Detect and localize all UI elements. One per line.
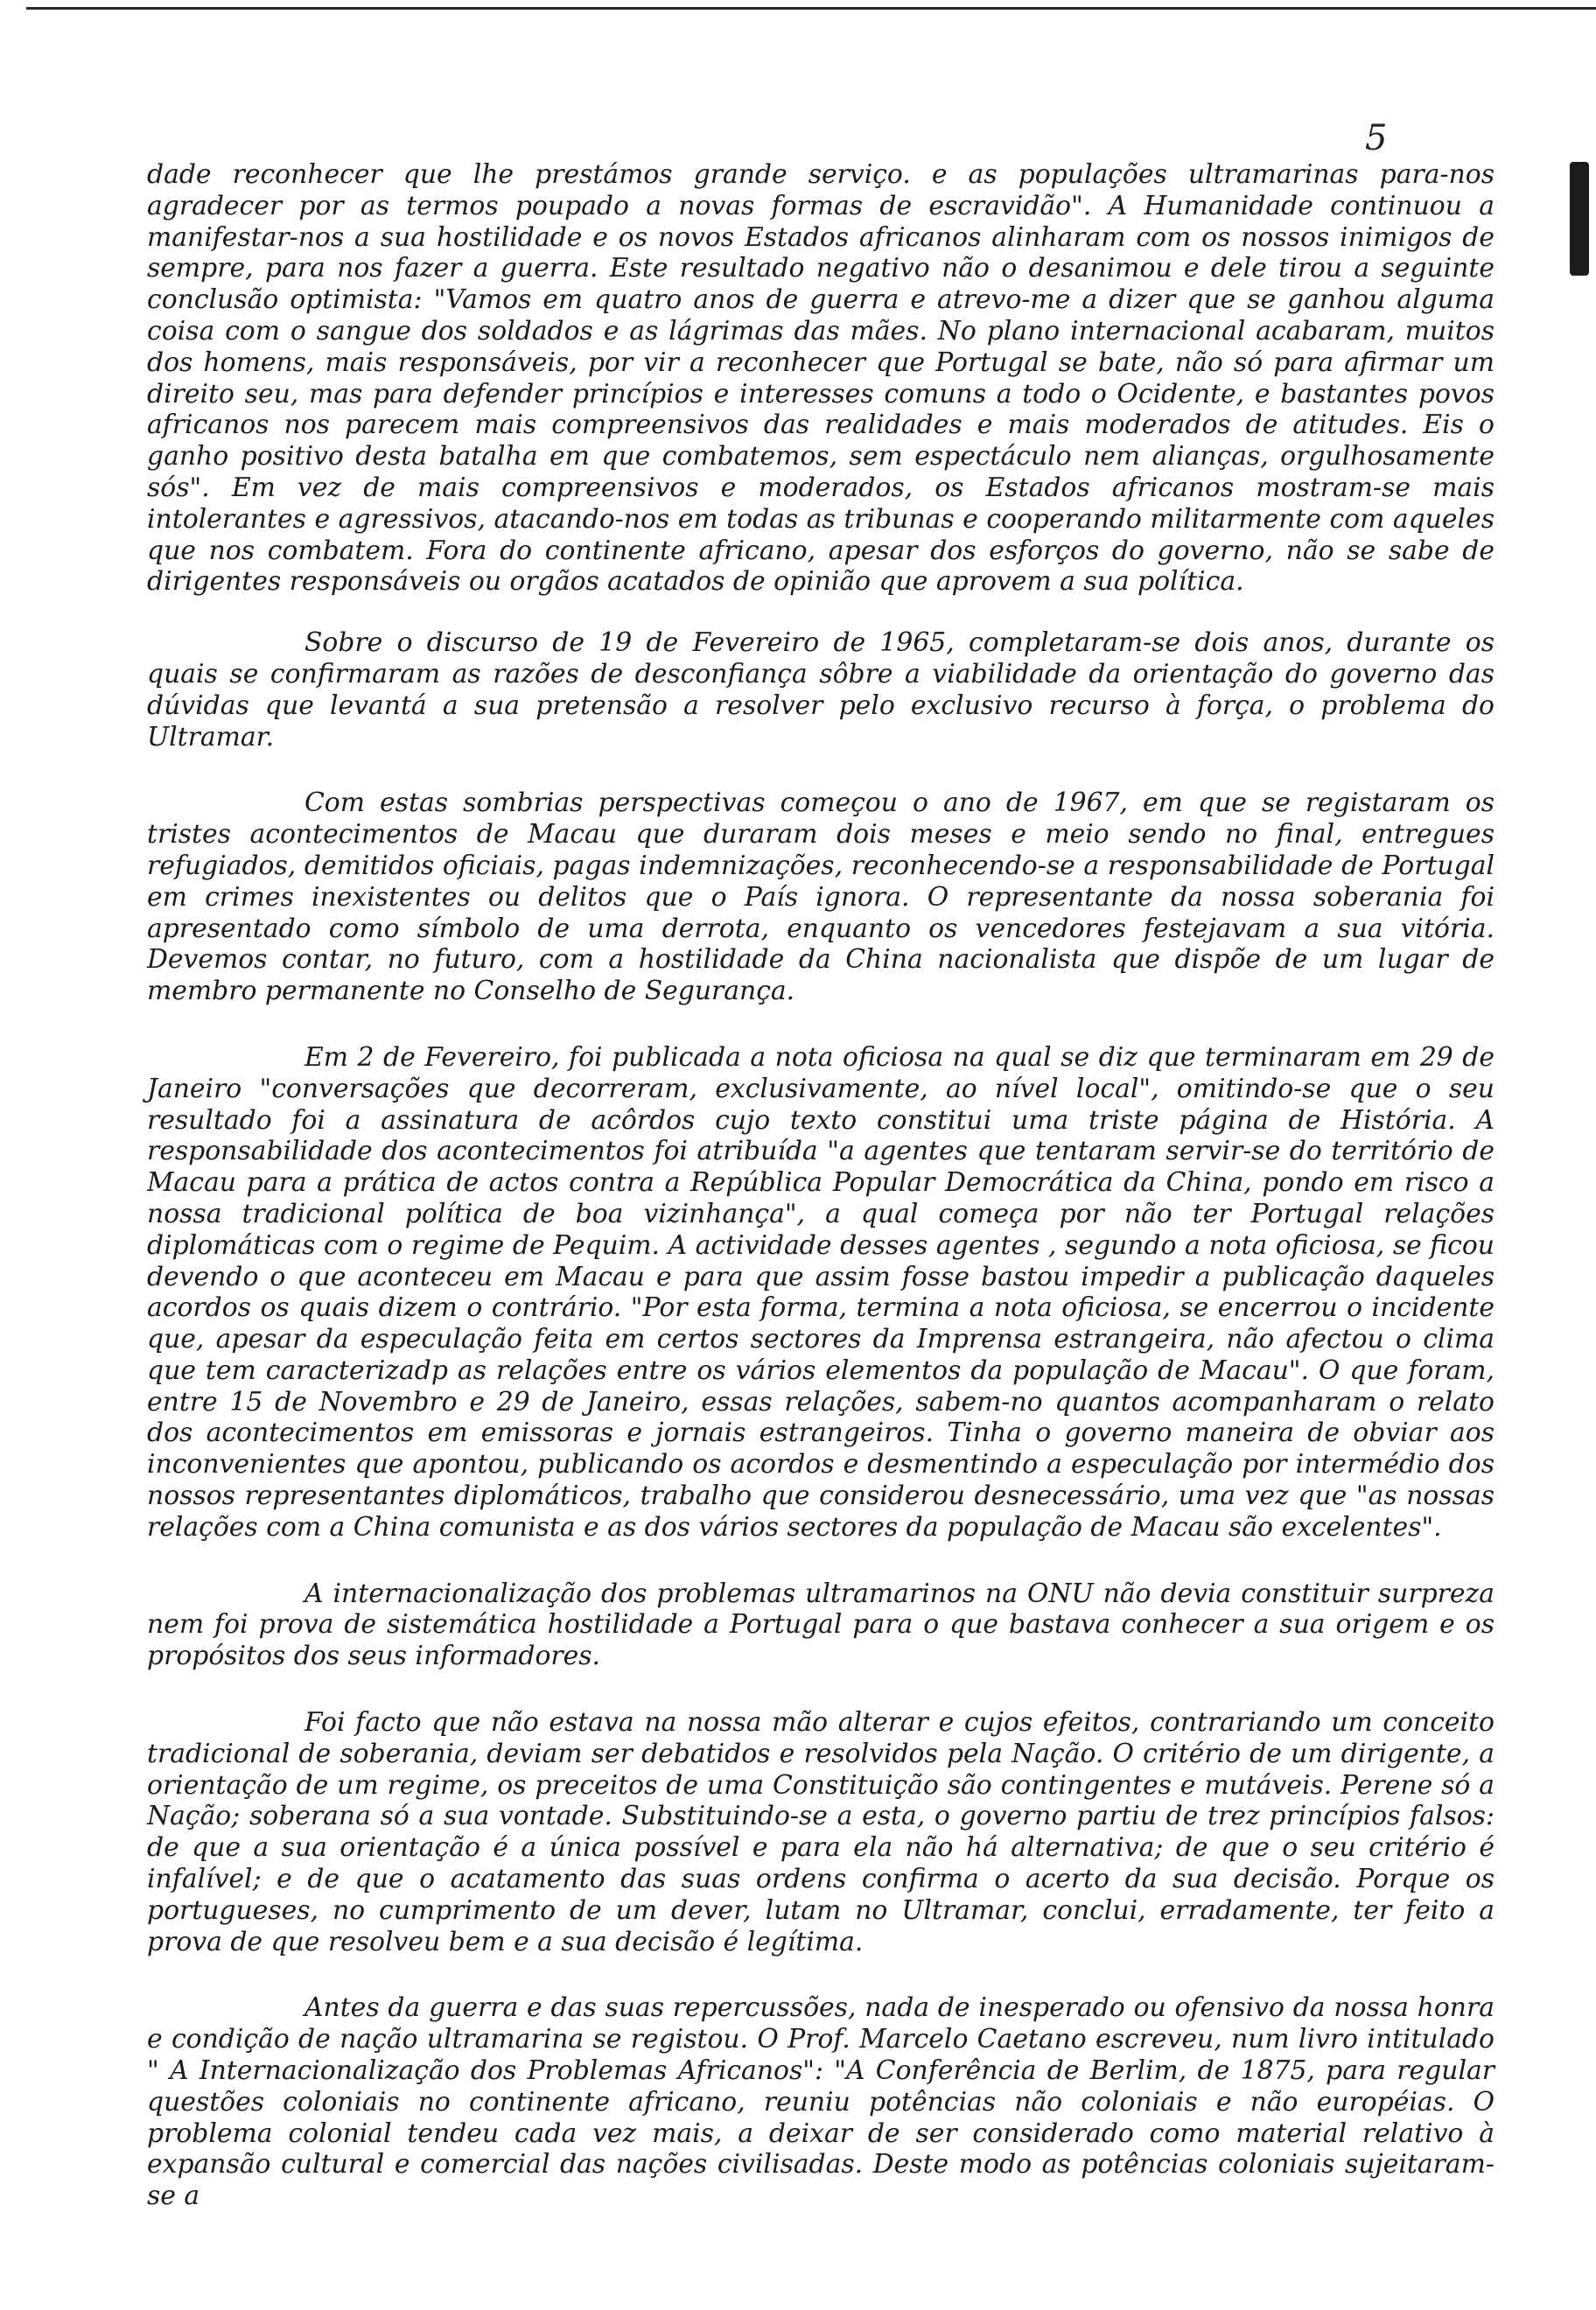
- paragraph-nota-oficiosa: Em 2 de Fevereiro, foi publicada a nota oficiosa na qual se diz que terminaram em 29 de Janeiro "conversações que decorreram, exclusivamente, ao nível local", omitindo-se que o seu resultado foi a assinatura de acôrdos cujo texto constitui uma triste página de História. A responsabilidade dos acontecimentos foi atribuída "a agentes que tentaram servir-se do território de Macau para a prática de actos contra a República Popular Democrática da China, pondo em risco a nossa tradicional política de boa vizinhança", a qual começa por não ter Portugal relações diplomáticas com o regime de Pequim. A actividade desses agentes , segundo a nota oficiosa, se ficou devendo o que aconteceu em Macau e para que assim fosse bastou impedir a publicação daqueles acordos os quais dizem o contrário. "Por esta forma, termina a nota oficiosa, se encerrou o incidente que, apesar da especulação feita em certos sectores da Imprensa estrangeira, não afectou o clima que tem caracterizadp as relações entre os vários elementos da população de Macau". O que foram, entre 15 de Novembro e 29 de Janeiro, essas relações, sabem-no quantos acompanharam o relato dos acontecimentos em emissoras e jornais estrangeiros. Tinha o governo maneira de obviar aos inconvenientes que apontou, publicando os acordos e desmentindo a especulação por intermédio dos nossos representantes diplomáticos, trabalho que considerou desnecessário, uma vez que "as nossas relações com a China comunista e as dos vários sectores da população de Macau são excelentes".: [147, 1041, 1494, 1543]
- paragraph-macau-1967: Com estas sombrias perspectivas começou o ano de 1967, em que se registaram os tristes acontecimentos de Macau que duraram dois meses e meio sendo no final, entregues refugiados, demitidos oficiais, pagas indemnizações, reconhecendo-se a responsabilidade de Portugal em crimes inexistentes ou delitos que o País ignora. O representante da nossa soberania foi apresentado como símbolo de uma derrota, enquanto os vencedores festejavam a sua vitória. Devemos contar, no futuro, com a hostilidade da China nacionalista que dispõe de um lugar de membro permanente no Conselho de Segurança.: [147, 788, 1494, 1007]
- paragraph-antes-da-guerra: Antes da guerra e das suas repercussões, nada de inesperado ou ofensivo da nossa honra e condição de nação ultramarina se registou. O Prof. Marcelo Caetano escreveu, num livro intitulado " A Internacionalização dos Problemas Africanos": "A Conferência de Berlim, de 1875, para regular questões coloniais no continente africano, reuniu potências não coloniais e não européias. O problema colonial tendeu cada vez mais, a deixar de ser considerado como material relativo à expansão cultural e comercial das nações civilisadas. Deste modo as potências coloniais sujeitaram-se a: [147, 1992, 1494, 2212]
- margin-binding-mark: [1570, 162, 1589, 276]
- paragraph-internacionalizacao: A internacionalização dos problemas ultramarinos na ONU não devia constituir surpreza nem foi prova de sistemática hostilidade a Portugal para o que bastava conhecer a sua origem e os propósitos dos seus informadores.: [147, 1578, 1494, 1672]
- paragraph-discurso-1965: Sobre o discurso de 19 de Fevereiro de 1965, completaram-se dois anos, durante os quais se confirmaram as razões de desconfiança sôbre a viabilidade da orientação do governo das dúvidas que levantá a sua pretensão a resolver pelo exclusivo recurso à força, o problema do Ultramar.: [147, 627, 1494, 752]
- page-number: 5: [1365, 118, 1388, 158]
- body-text: [147, 159, 1494, 2212]
- paragraph-soberania: Foi facto que não estava na nossa mão alterar e cujos efeitos, contrariando um conceito tradicional de soberania, deviam ser debatidos e resolvidos pela Nação. O critério de um dirigente, a orientação de um regime, os preceitos de uma Constituição são contingentes e mutáveis. Perene só a Nação; soberana só a sua vontade. Substituindo-se a esta, o governo partiu de trez princípios falsos: de que a sua orientação é a única possível e para ela não há alternativa; de que o seu critério é infalível; e de que o acatamento das suas ordens confirma o acerto da sua decisão. Porque os portugueses, no cumprimento de um dever, lutam no Ultramar, conclui, erradamente, ter feito a prova de que resolveu bem e a sua decisão é legítima.: [147, 1707, 1494, 1957]
- scan-edge-line: [26, 7, 1596, 10]
- paragraph-continuation: dade reconhecer que lhe prestámos grande serviço. e as populações ultramarinas para-nos agradecer por as termos poupado a novas formas de escravidão". A Humanidade continuou a manifestar-nos a sua hostilidade e os novos Estados africanos alinharam com os nossos inimigos de sempre, para nos fazer a guerra. Este resultado negativo não o desanimou e dele tirou a seguinte conclusão optimista: "Vamos em quatro anos de guerra e atrevo-me a dizer que se ganhou alguma coisa com o sangue dos soldados e as lágrimas das mães. No plano internacional acabaram, muitos dos homens, mais responsáveis, por vir a reconhecer que Portugal se bate, não só para afirmar um direito seu, mas para defender princípios e interesses comuns a todo o Ocidente, e bastantes povos africanos nos parecem mais compreensivos das realidades e mais moderados de atitudes. Eis o ganho positivo desta batalha em que combatemos, sem espectáculo nem alianças, orgulhosamente sós". Em vez de mais compreensivos e moderados, os Estados africanos mostram-se mais intolerantes e agressivos, atacando-nos em todas as tribunas e cooperando militarmente com aqueles que nos combatem. Fora do continente africano, apesar dos esforços do governo, não se sabe de dirigentes responsáveis ou orgãos acatados de opinião que aprovem a sua política.: [147, 159, 1494, 598]
